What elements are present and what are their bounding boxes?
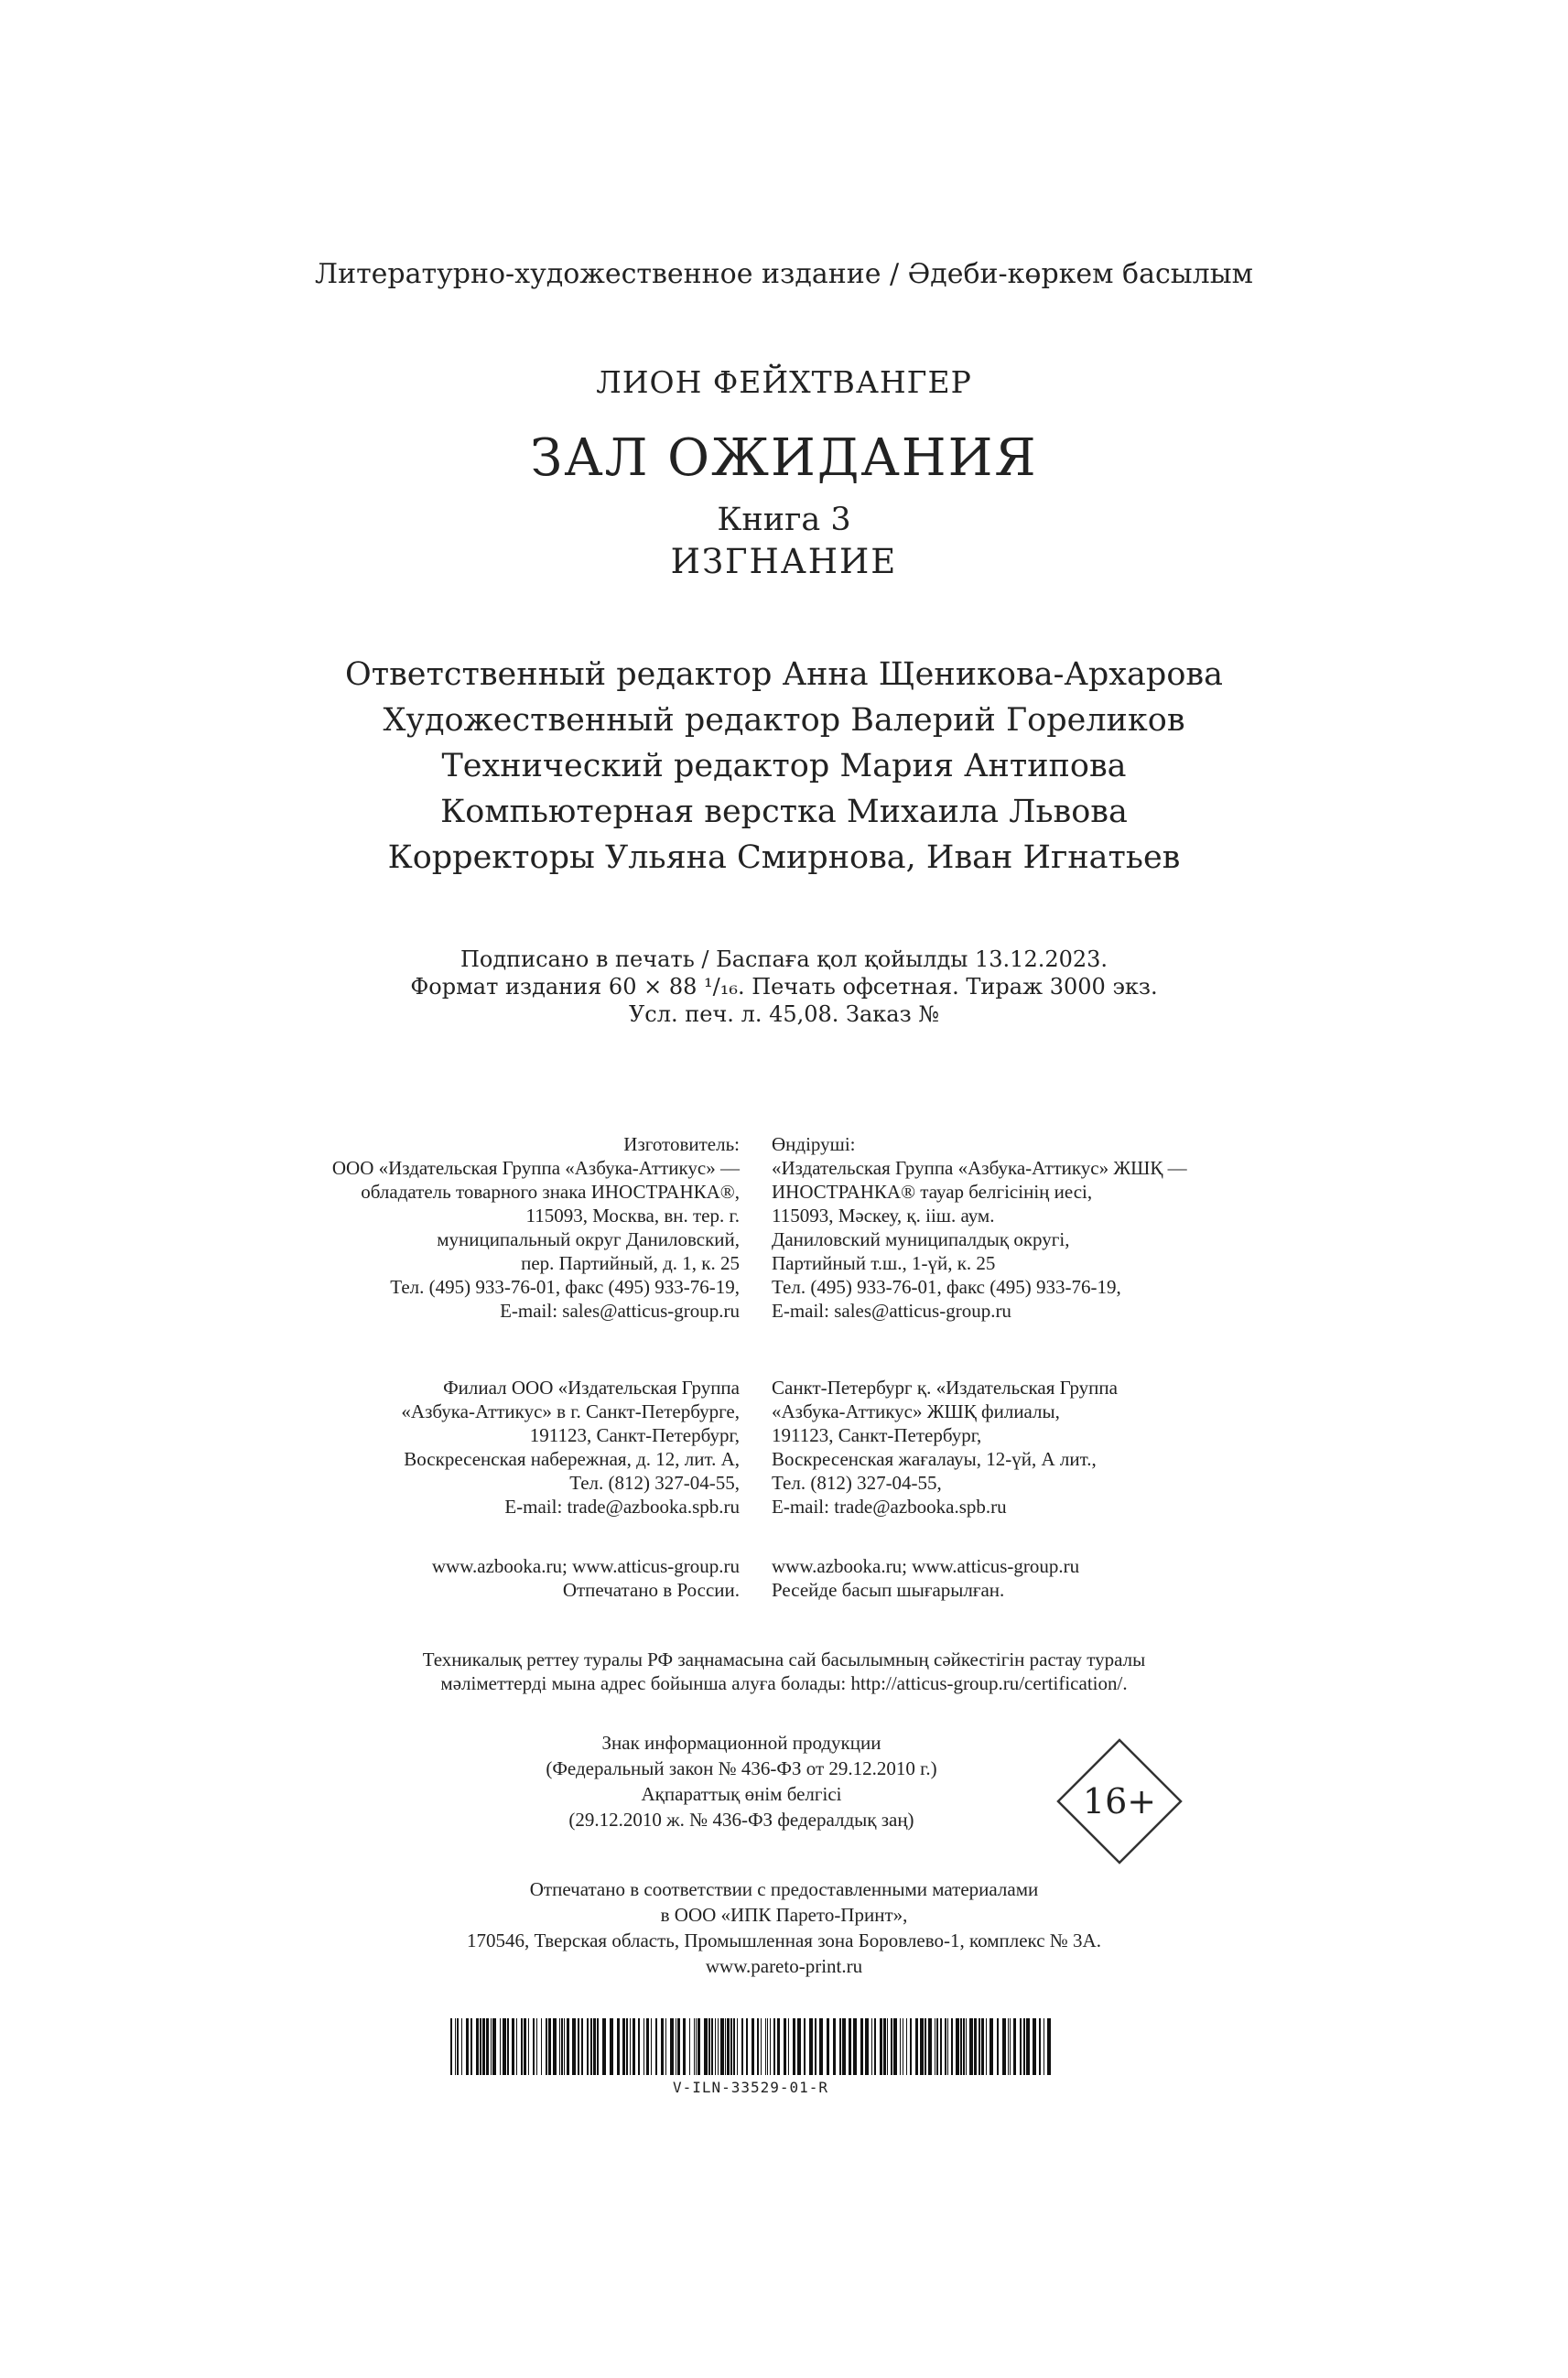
info-line: обладатель товарного знака ИНОСТРАНКА®, (361, 1181, 740, 1203)
info-line: ИНОСТРАНКА® тауар белгісінің иесі, (772, 1181, 1093, 1203)
info-line: 170546, Тверская область, Промышленная зона Боровлево-1, комплекс № 3А. (467, 1929, 1101, 1951)
info-line: «Азбука-Аттикус» в г. Санкт-Петербурге, (401, 1400, 740, 1422)
age-rating-label: 16+ (1082, 1781, 1157, 1821)
edition-type-line: Литературно-художественное издание / Әдеби-көркем басылым (315, 258, 1253, 290)
info-line: (29.12.2010 ж. № 436-ФЗ федералдық заң) (568, 1809, 914, 1831)
print-info-block (0, 946, 1568, 1028)
credit-line: Художественный редактор Валерий Гореликов (383, 702, 1185, 739)
book-number: Книга 3 (717, 502, 851, 538)
book-title: ЗАЛ ОЖИДАНИЯ (530, 428, 1038, 488)
info-line: E-mail: sales@atticus-group.ru (500, 1300, 740, 1322)
info-line: 115093, Мәскеу, қ. ііш. аум. (772, 1205, 995, 1227)
info-line: www.pareto-print.ru (705, 1955, 863, 1977)
info-line: Отпечатано в России. (562, 1579, 740, 1601)
branch-kz (772, 1376, 1357, 1519)
info-line: Өндіруші: (772, 1133, 856, 1155)
book-subtitle: ИЗГНАНИЕ (670, 542, 898, 581)
web-ru (137, 1554, 740, 1602)
credit-line: Технический редактор Мария Антипова (441, 748, 1127, 784)
info-line: Даниловский муниципалдық округі, (772, 1228, 1070, 1250)
info-line: E-mail: sales@atticus-group.ru (772, 1300, 1011, 1322)
info-line: www.azbooka.ru; www.atticus-group.ru (431, 1555, 740, 1577)
info-line: 191123, Санкт-Петербург, (772, 1424, 982, 1446)
info-line: мәліметтерді мына адрес бойынша алуға болады: http://atticus-group.ru/certification/. (440, 1672, 1128, 1694)
info-line: Ресейде басып шығарылған. (772, 1579, 1005, 1601)
credits-block (0, 652, 1568, 881)
info-line: «Азбука-Аттикус» ЖШҚ филиалы, (772, 1400, 1060, 1422)
info-line: Тел. (495) 933-76-01, факс (495) 933-76-19, (390, 1276, 740, 1298)
info-line: E-mail: trade@azbooka.spb.ru (504, 1496, 740, 1518)
info-line: ООО «Издательская Группа «Азбука-Аттикус» — (331, 1157, 740, 1179)
web-kz (772, 1554, 1357, 1602)
info-line: Тел. (495) 933-76-01, факс (495) 933-76-19, (772, 1276, 1121, 1298)
info-line: 115093, Москва, вн. тер. г. (525, 1205, 740, 1227)
print-info-line: Формат издания 60 × 88 ¹/₁₆. Печать офсетная. Тираж 3000 экз. (410, 974, 1158, 1000)
tech-regulation-note (0, 1648, 1568, 1695)
info-line: (Федеральный закон № 436-ФЗ от 29.12.2010 г.) (546, 1757, 937, 1779)
print-info-line: Усл. печ. л. 45,08. Заказ № (628, 1001, 940, 1027)
info-line: Тел. (812) 327-04-55, (772, 1472, 942, 1494)
info-line: Воскресенская жағалауы, 12-үй, А лит., (772, 1448, 1097, 1470)
info-line: в ООО «ИПК Парето-Принт», (660, 1904, 908, 1926)
info-line: Техникалық реттеу туралы РФ заңнамасына сай басылымның сәйкестігін растау туралы (422, 1648, 1146, 1670)
manufacturer-kz (772, 1132, 1357, 1323)
printer-info (0, 1876, 1568, 1979)
manufacturer-ru (137, 1132, 740, 1323)
credit-line: Компьютерная верстка Михаила Львова (440, 794, 1128, 830)
info-line: Изготовитель: (623, 1133, 740, 1155)
info-line: www.azbooka.ru; www.atticus-group.ru (772, 1555, 1080, 1577)
credit-line: Ответственный редактор Анна Щеникова-Архарова (345, 656, 1223, 693)
info-line: «Издательская Группа «Азбука-Аттикус» ЖШҚ — (772, 1157, 1187, 1179)
info-line: E-mail: trade@azbooka.spb.ru (772, 1496, 1007, 1518)
info-line: Филиал ООО «Издательская Группа (443, 1377, 740, 1399)
info-line: 191123, Санкт-Петербург, (529, 1424, 740, 1446)
info-line: Партийный т.ш., 1-үй, к. 25 (772, 1252, 996, 1274)
branch-ru (137, 1376, 740, 1519)
info-line: Воскресенская набережная, д. 12, лит. А, (404, 1448, 740, 1470)
info-line: Знак информационной продукции (601, 1732, 881, 1754)
info-line: Ақпараттық өнім белгісі (641, 1783, 842, 1805)
info-line: Отпечатано в соответствии с предоставленными материалами (529, 1878, 1039, 1900)
info-product-sign (449, 1730, 1034, 1832)
info-line: пер. Партийный, д. 1, к. 25 (521, 1252, 740, 1274)
barcode-code: V-ILN-33529-01-R (672, 2079, 829, 2096)
print-info-line: Подписано в печать / Баспаға қол қойылды 13.12.2023. (460, 946, 1108, 972)
book-author: ЛИОН ФЕЙХТВАНГЕР (596, 364, 972, 400)
info-line: Санкт-Петербург қ. «Издательская Группа (772, 1377, 1118, 1399)
info-line: Тел. (812) 327-04-55, (569, 1472, 740, 1494)
info-line: муниципальный округ Даниловский, (437, 1228, 740, 1250)
credit-line: Корректоры Ульяна Смирнова, Иван Игнатьев (387, 839, 1181, 876)
barcode-icon (449, 2018, 1053, 2075)
